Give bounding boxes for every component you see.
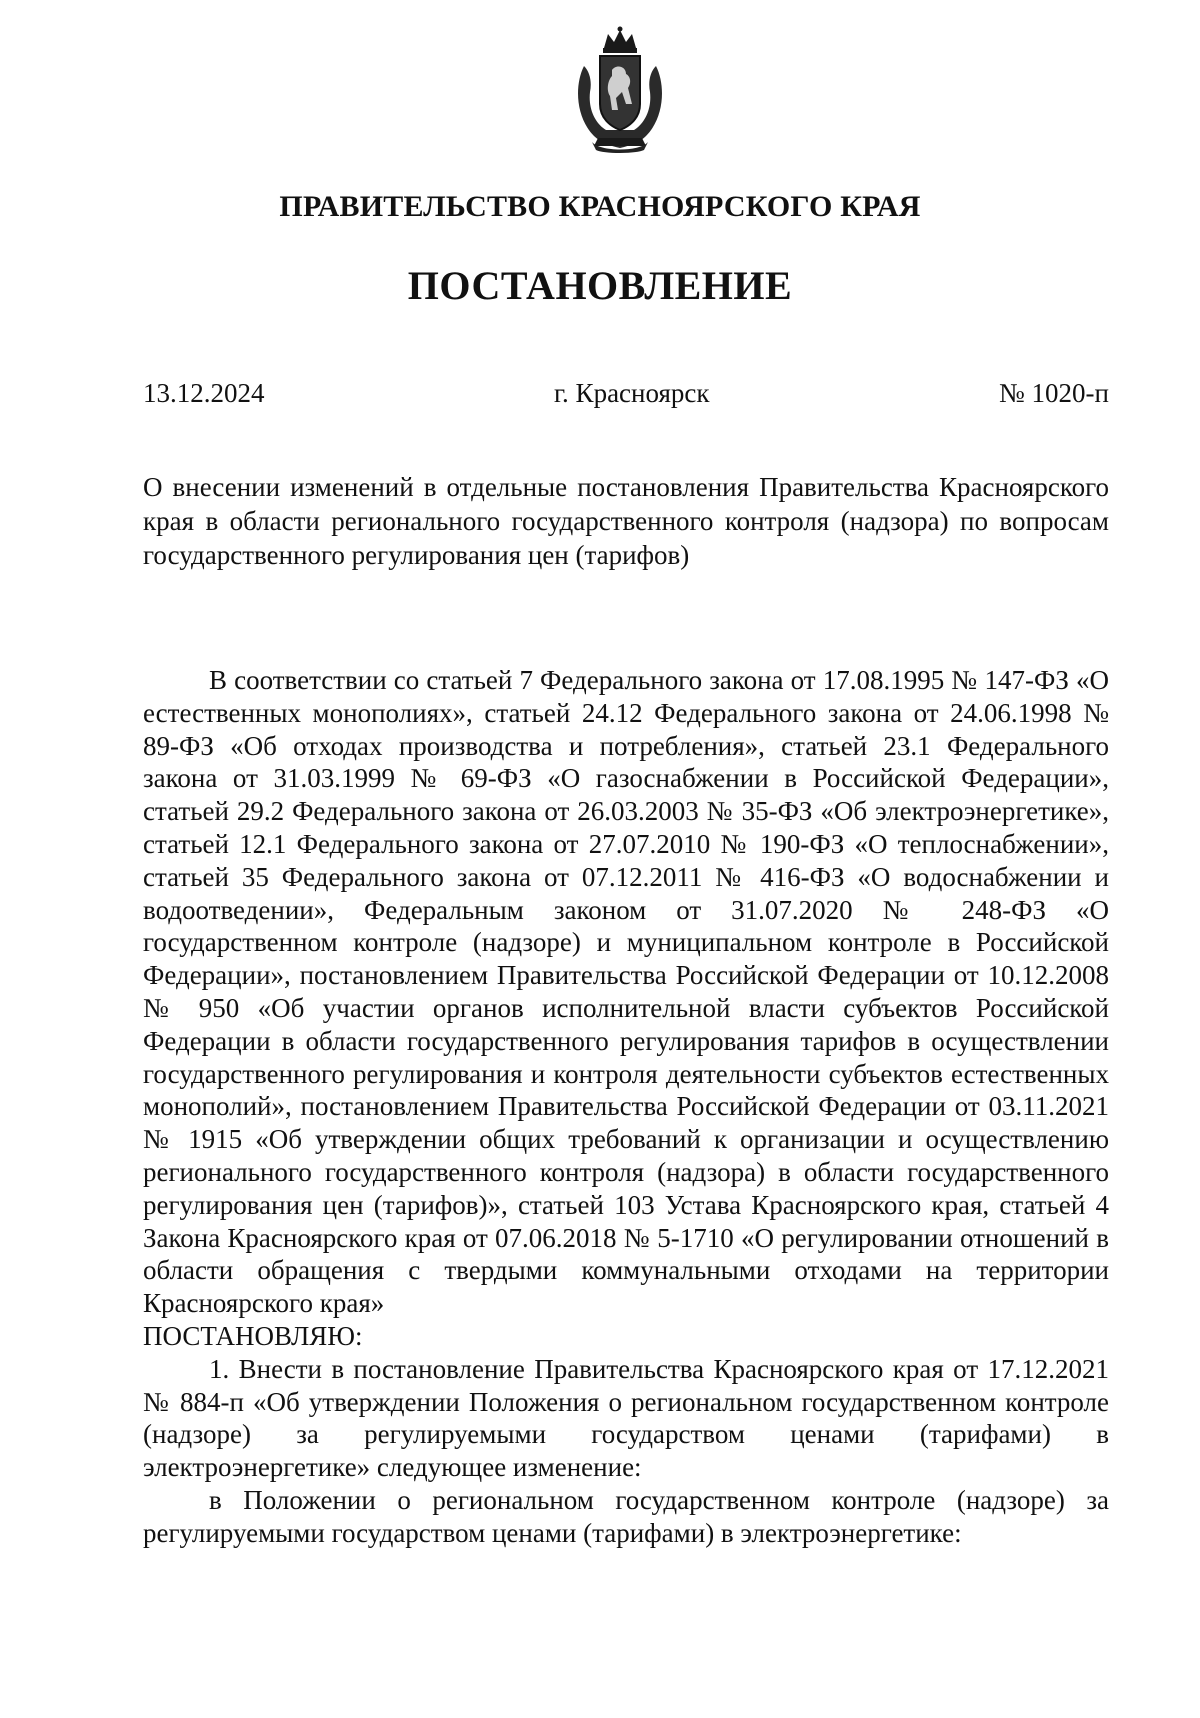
item-1-sub-paragraph: в Положении о региональном государственном контроле (надзоре) за регулируемыми государством ценами (тарифами) в электроэнергетике: <box>143 1484 1109 1548</box>
document-number: № 1020-п <box>999 378 1109 408</box>
document-date: 13.12.2024 <box>143 378 265 408</box>
decree-word: ПОСТАНОВЛЯЮ: <box>143 1320 363 1351</box>
document-meta-row <box>143 378 1109 409</box>
document-subject: О внесении изменений в отдельные постановления Правительства Красноярского края в области регионального государственного контроля (надзора) по вопросам государственного регулирования цен (тарифов) <box>143 472 1109 570</box>
document-city: г. Красноярск <box>554 378 710 408</box>
coat-of-arms-icon <box>570 26 670 154</box>
document-type-title: ПОСТАНОВЛЕНИЕ <box>407 263 793 308</box>
document-body <box>143 664 1109 1550</box>
preamble-paragraph: В соответствии со статьей 7 Федерального закона от 17.08.1995 № 147-ФЗ «О естественных монополиях», статьей 24.12 Федерального закона от 24.06.1998 № 89-ФЗ «Об отходах производства и потребления», статьей 23.1 Федерального закона от 31.03.1999 № 69-ФЗ «О газоснабжении в Российской Федерации», статьей 29.2 Федерального закона от 26.03.2003 № 35-ФЗ «Об электроэнергетике», статьей 12.1 Федерального закона от 27.07.2010 № 190-ФЗ «О теплоснабжении», статьей 35 Федерального закона от 07.12.2011 № 416-ФЗ «О водоснабжении и водоотведении», Федеральным законом от 31.07.2020 № 248-ФЗ «О государственном контроле (надзоре) и муниципальном контроле в Российской Федерации», постановлением Правительства Российской Федерации от 10.12.2008 № 950 «Об участии органов исполнительной власти субъектов Российской Федерации в области государственного регулирования тарифов в осуществлении государственного регулирования и контроля деятельности субъектов естественных монополий», постановлением Правительства Российской Федерации от 03.11.2021 № 1915 «Об утверждении общих требований к организации и осуществлению регионального государственного контроля (надзора) в области государственного регулирования цен (тарифов)», статьей 103 Устава Красноярского края, статьей 4 Закона Красноярского края от 07.06.2018 № 5-1710 «О регулировании отношений в области обращения с твердыми коммунальными отходами на территории Красноярского края» <box>143 665 1109 1319</box>
organization-name: ПРАВИТЕЛЬСТВО КРАСНОЯРСКОГО КРАЯ <box>279 190 921 223</box>
item-1-paragraph: 1. Внести в постановление Правительства Красноярского края от 17.12.2021 № 884-п «Об утверждении Положения о региональном государственном контроле (надзоре) за регулируемыми государством ценами (тарифами) в электроэнергетике» следующее изменение: <box>143 1353 1109 1483</box>
